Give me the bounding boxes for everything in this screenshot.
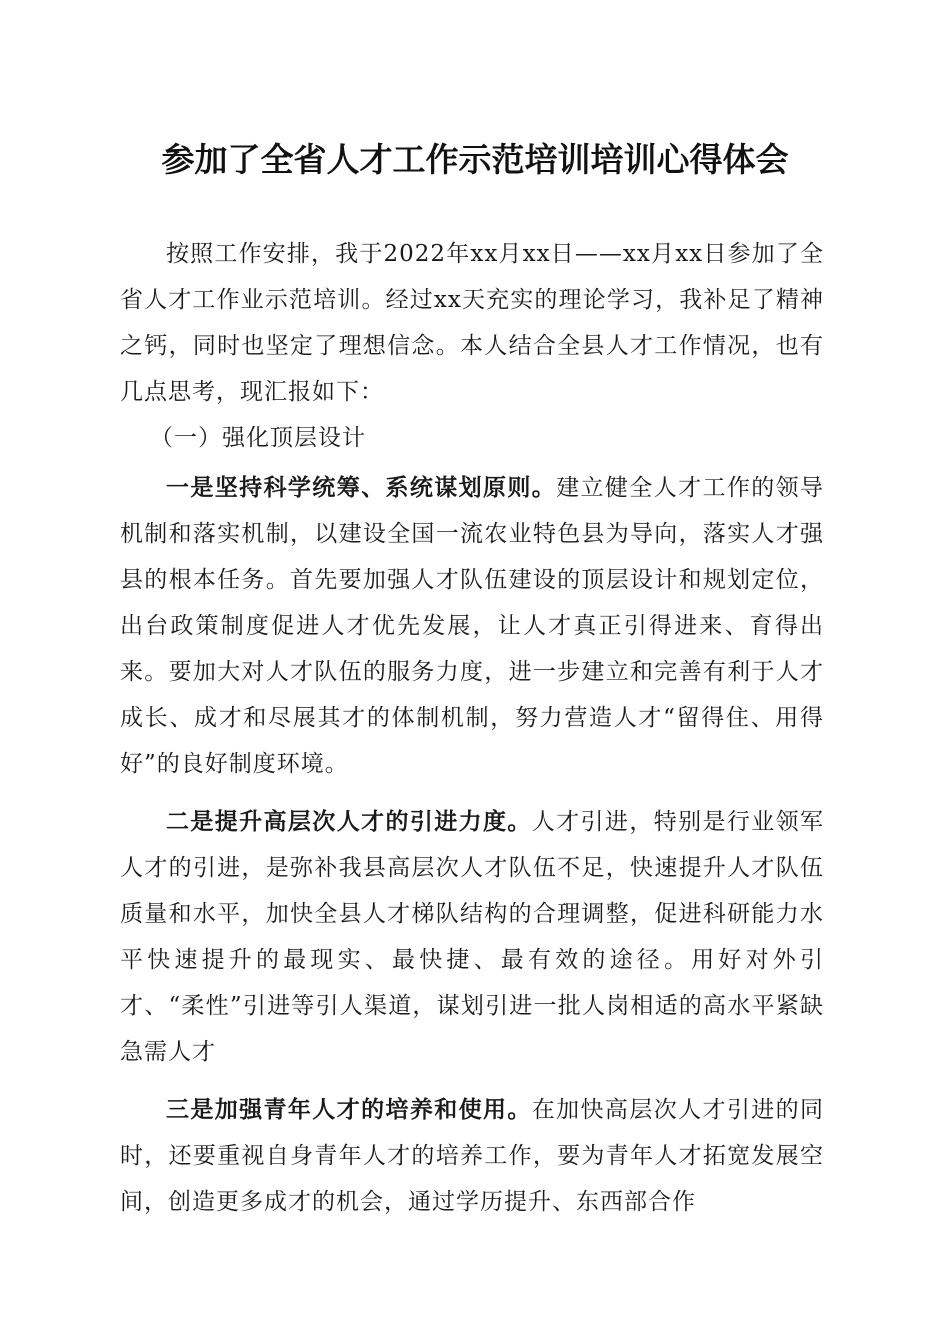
- document-body: [120, 231, 824, 1225]
- intro-paragraph: 按照工作安排，我于2022年xx月xx日——xx月xx日参加了全省人才工作业示范培训。经过xx天充实的理论学习，我补足了精神之钙，同时也坚定了理想信念。本人结合全县人才工作情况，也有几点思考，现汇报如下：: [120, 241, 824, 405]
- body-paragraph-2: [120, 799, 824, 1075]
- body-paragraph-3: [120, 1087, 824, 1225]
- section-heading: （一）强化顶层设计: [150, 425, 366, 451]
- paragraph-text: 人才引进，特别是行业领军人才的引进，是弥补我县高层次人才队伍不足，快速提升人才队伍质量和水平，加快全县人才梯队结构的合理调整，促进科研能力水平快速提升的最现实、最快捷、最有效的途径。用好对外引才、“柔性”引进等引人渠道，谋划引进一批人岗相适的高水平紧缺急需人才: [120, 809, 825, 1065]
- paragraph-lead: 三是加强青年人才的培养和使用。: [166, 1097, 532, 1123]
- paragraph-text: 在加快高层次人才引进的同时，还要重视自身青年人才的培养工作，要为青年人才拓宽发展空间，创造更多成才的机会，通过学历提升、东西部合作: [120, 1097, 825, 1215]
- paragraph-lead: 二是提升高层次人才的引进力度。: [166, 809, 532, 835]
- document-title: 参加了全省人才工作示范培训培训心得体会: [161, 140, 789, 179]
- paragraph-lead: 一是坚持科学统筹、系统谋划原则。: [166, 475, 557, 501]
- body-paragraph-1: [120, 465, 824, 787]
- paragraph-text: 建立健全人才工作的领导机制和落实机制，以建设全国一流农业特色县为导向，落实人才强县的根本任务。首先要加强人才队伍建设的顶层设计和规划定位，出台政策制度促进人才优先发展，让人才真正引得进来、育得出来。要加大对人才队伍的服务力度，进一步建立和完善有利于人才成长、成才和尽展其才的体制机制，努力营造人才“留得住、用得好”的良好制度环境。: [120, 475, 825, 777]
